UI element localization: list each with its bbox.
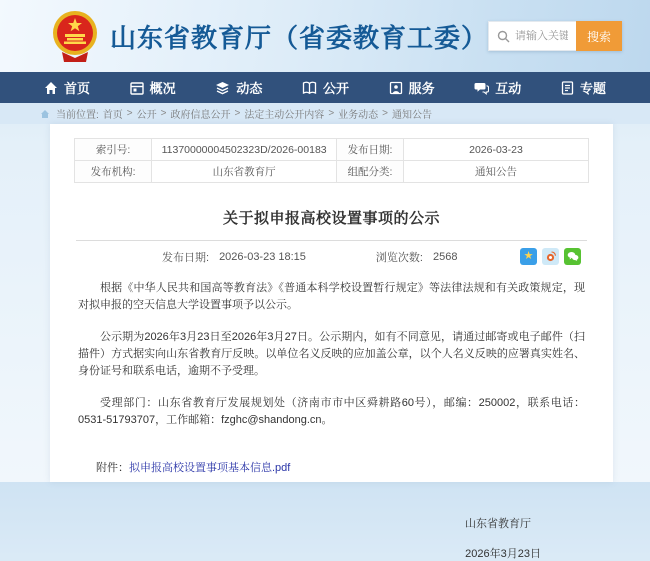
breadcrumb (0, 103, 650, 124)
nav-item-news[interactable] (211, 78, 266, 97)
breadcrumb-separator: > (126, 108, 133, 119)
breadcrumb-item-disclosure[interactable]: 公开 (136, 110, 157, 121)
share-weibo-icon[interactable] (542, 248, 559, 265)
search-icon (497, 30, 510, 43)
paragraph: 公示期为2026年3月23日至2026年3月27日。公示期内，如有不同意见，请通过邮寄或电子邮件（扫描件）方式据实向山东省教育厅反映。以单位名义反映的应加盖公章，以个人名义反映的应署真实姓名、身份证号和联系电话，逾期不予受理。 (78, 331, 585, 377)
issuing-agency-label: 发布机构: (75, 161, 152, 183)
breadcrumb-separator: > (160, 108, 167, 119)
signature-date: 2026年3月23日 (465, 548, 541, 560)
nav-label: 服务 (408, 81, 435, 96)
breadcrumb-item-home[interactable]: 首页 (102, 110, 123, 121)
title-divider (76, 240, 587, 241)
share-icons (520, 248, 581, 265)
issuing-agency-value: 山东省教育厅 (152, 161, 337, 183)
nav-item-disclosure[interactable] (298, 78, 353, 97)
article-body (74, 280, 589, 429)
article-meta (74, 248, 589, 265)
service-icon (389, 81, 403, 95)
publish-date-meta-label: 发布日期: (162, 251, 210, 264)
nav-item-service[interactable] (385, 78, 439, 97)
search-area (488, 21, 622, 51)
nav-label: 互动 (495, 81, 522, 96)
interact-icon (474, 81, 489, 95)
search-box (488, 21, 576, 51)
search-button[interactable]: 搜索 (576, 21, 622, 51)
nav-item-interact[interactable] (470, 78, 525, 97)
table-row (75, 139, 589, 161)
category-value: 通知公告 (403, 161, 588, 183)
site-header (0, 0, 650, 72)
nav-item-topics[interactable] (557, 78, 610, 97)
publish-date-meta-value: 2026-03-23 18:15 (219, 250, 306, 263)
nav-item-overview[interactable] (126, 78, 180, 97)
site-title: 山东省教育厅（省委教育工委） (110, 22, 489, 53)
document-info-table (74, 138, 589, 183)
publish-date-label: 发布日期: (337, 139, 404, 161)
home-icon (44, 81, 58, 95)
disclosure-icon (302, 81, 317, 95)
breadcrumb-prefix: 当前位置: (56, 110, 99, 121)
nav-label: 公开 (322, 81, 349, 96)
attachment-row (74, 459, 589, 475)
category-label: 组配分类: (337, 161, 404, 183)
breadcrumb-item-notices[interactable]: 通知公告 (392, 110, 432, 121)
breadcrumb-item-business[interactable]: 业务动态 (338, 110, 379, 121)
paragraph: 根据《中华人民共和国高等教育法》《普通本科学校设置暂行规定》等法律法规和有关政策规定，现对拟申报的空天信息大学设置事项予以公示。 (78, 282, 585, 311)
share-qzone-icon[interactable]: ★ (520, 248, 537, 265)
views-label: 浏览次数: (375, 251, 423, 264)
publish-date-value: 2026-03-23 (403, 139, 588, 161)
breadcrumb-separator: > (234, 108, 241, 119)
nav-label: 专题 (579, 81, 606, 96)
share-wechat-icon[interactable] (564, 248, 581, 265)
main-nav (0, 72, 650, 103)
breadcrumb-item-statutory[interactable]: 法定主动公开内容 (244, 110, 325, 121)
news-icon (215, 81, 230, 95)
home-small-icon (40, 109, 50, 119)
table-row (75, 161, 589, 183)
nav-item-home[interactable] (40, 78, 94, 97)
article-title: 关于拟申报高校设置事项的公示 (222, 210, 440, 227)
signature-agency: 山东省教育厅 (465, 518, 531, 530)
national-emblem-icon (52, 10, 98, 62)
breadcrumb-separator: > (328, 108, 335, 119)
nav-label: 动态 (236, 81, 263, 96)
content-panel (50, 124, 613, 560)
nav-label: 概况 (149, 81, 176, 96)
breadcrumb-item-gov-info[interactable]: 政府信息公开 (170, 110, 231, 121)
topics-icon (561, 81, 574, 95)
nav-label: 首页 (64, 81, 91, 96)
paragraph: 受理部门：山东省教育厅发展规划处（济南市市中区舜耕路60号），邮编：250002，联系电话：0531-51793707，工作邮箱：fzghc@shandong.cn。 (78, 397, 585, 426)
overview-icon (130, 81, 144, 95)
breadcrumb-separator: > (382, 108, 388, 119)
attachment-label: 附件： (96, 462, 129, 474)
views-value: 2568 (432, 250, 458, 263)
search-input[interactable] (515, 30, 568, 42)
index-number-value: 11370000004502323D/2026-00183 (152, 139, 337, 161)
index-number-label: 索引号: (75, 139, 152, 161)
attachment-link[interactable]: 拟申报高校设置事项基本信息.pdf (129, 462, 291, 474)
